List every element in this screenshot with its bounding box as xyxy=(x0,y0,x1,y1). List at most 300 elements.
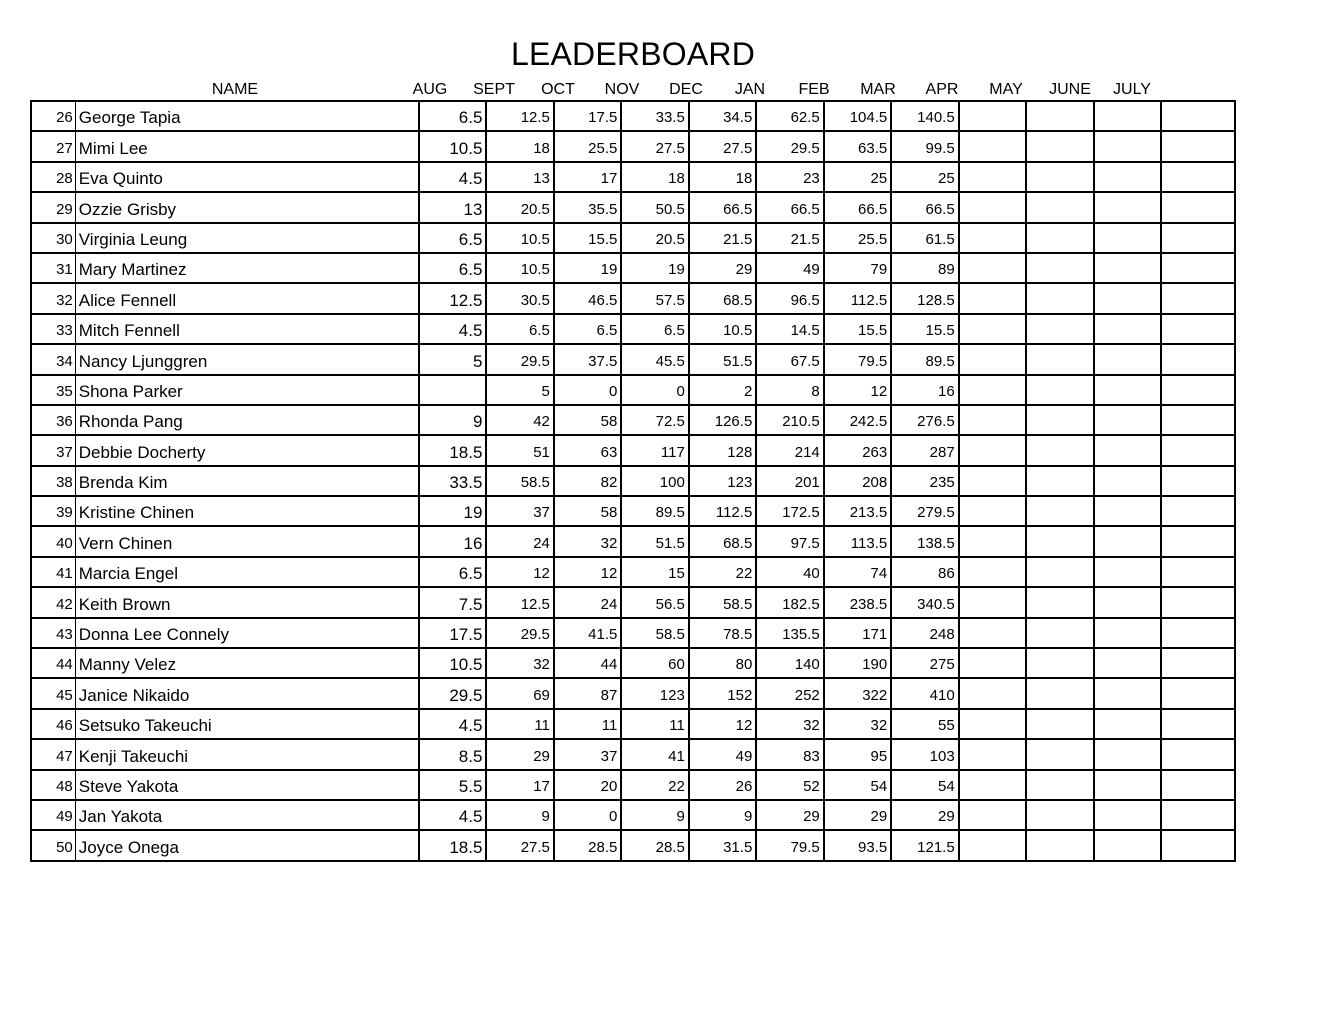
score-cell-apr xyxy=(959,587,1026,617)
name-cell: Ozzie Grisby xyxy=(75,192,419,222)
score-cell-mar: 248 xyxy=(891,618,958,648)
rank-cell: 27 xyxy=(31,131,75,161)
score-cell-may xyxy=(1026,131,1093,161)
score-cell-june xyxy=(1094,375,1161,405)
table-row xyxy=(31,435,1235,465)
name-cell: Eva Quinto xyxy=(75,162,419,192)
score-cell-may xyxy=(1026,800,1093,830)
score-cell-june xyxy=(1094,526,1161,556)
score-cell-aug: 8.5 xyxy=(419,739,486,769)
name-cell: Donna Lee Connely xyxy=(75,618,419,648)
column-header-dec: DEC xyxy=(669,81,703,98)
score-cell-oct: 46.5 xyxy=(554,283,621,313)
score-cell-oct: 25.5 xyxy=(554,131,621,161)
score-cell-june xyxy=(1094,283,1161,313)
score-cell-sept: 12 xyxy=(486,557,553,587)
score-cell-jan: 52 xyxy=(756,770,823,800)
rank-cell: 40 xyxy=(31,526,75,556)
table-row xyxy=(31,678,1235,708)
score-cell-may xyxy=(1026,739,1093,769)
score-cell-nov: 51.5 xyxy=(621,526,688,556)
score-cell-june xyxy=(1094,405,1161,435)
score-cell-sept: 5 xyxy=(486,375,553,405)
name-cell: Virginia Leung xyxy=(75,223,419,253)
table-row xyxy=(31,526,1235,556)
score-cell-mar: 140.5 xyxy=(891,101,958,131)
score-cell-feb: 32 xyxy=(824,709,891,739)
column-header-name: NAME xyxy=(211,81,259,98)
score-cell-dec: 152 xyxy=(689,678,756,708)
score-cell-jan: 66.5 xyxy=(756,192,823,222)
score-cell-mar: 128.5 xyxy=(891,283,958,313)
score-cell-feb: 112.5 xyxy=(824,283,891,313)
name-cell: Debbie Docherty xyxy=(75,435,419,465)
score-cell-sept: 69 xyxy=(486,678,553,708)
score-cell-sept: 27.5 xyxy=(486,830,553,860)
score-cell-oct: 32 xyxy=(554,526,621,556)
score-cell-may xyxy=(1026,101,1093,131)
score-cell-apr xyxy=(959,739,1026,769)
score-cell-may xyxy=(1026,162,1093,192)
score-cell-jan: 8 xyxy=(756,375,823,405)
score-cell-dec: 31.5 xyxy=(689,830,756,860)
score-cell-nov: 56.5 xyxy=(621,587,688,617)
score-cell-sept: 20.5 xyxy=(486,192,553,222)
score-cell-sept: 24 xyxy=(486,526,553,556)
score-cell-nov: 27.5 xyxy=(621,131,688,161)
table-row xyxy=(31,314,1235,344)
score-cell-apr xyxy=(959,557,1026,587)
score-cell-feb: 63.5 xyxy=(824,131,891,161)
score-cell-jan: 83 xyxy=(756,739,823,769)
rank-cell: 43 xyxy=(31,618,75,648)
column-header-june: JUNE xyxy=(1049,81,1091,98)
score-cell-jan: 14.5 xyxy=(756,314,823,344)
score-cell-may xyxy=(1026,344,1093,374)
score-cell-july xyxy=(1161,830,1235,860)
score-cell-apr xyxy=(959,253,1026,283)
score-cell-may xyxy=(1026,375,1093,405)
score-cell-oct: 20 xyxy=(554,770,621,800)
table-row xyxy=(31,101,1235,131)
score-cell-july xyxy=(1161,618,1235,648)
score-cell-sept: 12.5 xyxy=(486,101,553,131)
score-cell-mar: 89 xyxy=(891,253,958,283)
score-cell-oct: 41.5 xyxy=(554,618,621,648)
name-cell: Rhonda Pang xyxy=(75,405,419,435)
table-row xyxy=(31,557,1235,587)
score-cell-apr xyxy=(959,678,1026,708)
rank-cell: 45 xyxy=(31,678,75,708)
score-cell-feb: 213.5 xyxy=(824,496,891,526)
score-cell-aug: 5 xyxy=(419,344,486,374)
score-cell-dec: 49 xyxy=(689,739,756,769)
column-header-row xyxy=(30,80,1236,100)
score-cell-may xyxy=(1026,466,1093,496)
score-cell-dec: 123 xyxy=(689,466,756,496)
score-cell-july xyxy=(1161,739,1235,769)
score-cell-mar: 410 xyxy=(891,678,958,708)
score-cell-oct: 35.5 xyxy=(554,192,621,222)
score-cell-aug: 12.5 xyxy=(419,283,486,313)
name-cell: Alice Fennell xyxy=(75,283,419,313)
score-cell-oct: 44 xyxy=(554,648,621,678)
score-cell-oct: 63 xyxy=(554,435,621,465)
score-cell-july xyxy=(1161,162,1235,192)
score-cell-sept: 10.5 xyxy=(486,223,553,253)
score-cell-oct: 87 xyxy=(554,678,621,708)
score-cell-dec: 68.5 xyxy=(689,283,756,313)
score-cell-may xyxy=(1026,253,1093,283)
column-header-sept: SEPT xyxy=(473,81,515,98)
score-cell-jan: 210.5 xyxy=(756,405,823,435)
score-cell-apr xyxy=(959,405,1026,435)
score-cell-feb: 242.5 xyxy=(824,405,891,435)
score-cell-may xyxy=(1026,709,1093,739)
score-cell-oct: 82 xyxy=(554,466,621,496)
score-cell-july xyxy=(1161,131,1235,161)
score-cell-aug: 19 xyxy=(419,496,486,526)
name-cell: Nancy Ljunggren xyxy=(75,344,419,374)
score-cell-jan: 62.5 xyxy=(756,101,823,131)
score-cell-sept: 32 xyxy=(486,648,553,678)
score-cell-june xyxy=(1094,709,1161,739)
name-cell: Joyce Onega xyxy=(75,830,419,860)
score-cell-feb: 74 xyxy=(824,557,891,587)
score-cell-june xyxy=(1094,192,1161,222)
score-cell-feb: 190 xyxy=(824,648,891,678)
score-cell-july xyxy=(1161,314,1235,344)
score-cell-jan: 172.5 xyxy=(756,496,823,526)
score-cell-feb: 322 xyxy=(824,678,891,708)
score-cell-sept: 13 xyxy=(486,162,553,192)
score-cell-mar: 340.5 xyxy=(891,587,958,617)
score-cell-june xyxy=(1094,101,1161,131)
name-cell: Setsuko Takeuchi xyxy=(75,709,419,739)
score-cell-feb: 104.5 xyxy=(824,101,891,131)
score-cell-mar: 25 xyxy=(891,162,958,192)
score-cell-apr xyxy=(959,709,1026,739)
score-cell-sept: 11 xyxy=(486,709,553,739)
score-cell-aug: 6.5 xyxy=(419,253,486,283)
name-cell: Kristine Chinen xyxy=(75,496,419,526)
score-cell-nov: 0 xyxy=(621,375,688,405)
table-row xyxy=(31,739,1235,769)
score-cell-jan: 49 xyxy=(756,253,823,283)
name-cell: Kenji Takeuchi xyxy=(75,739,419,769)
score-cell-apr xyxy=(959,375,1026,405)
score-cell-feb: 95 xyxy=(824,739,891,769)
rank-cell: 50 xyxy=(31,830,75,860)
page-title: LEADERBOARD xyxy=(510,36,756,72)
score-cell-dec: 21.5 xyxy=(689,223,756,253)
score-cell-dec: 128 xyxy=(689,435,756,465)
name-cell: Jan Yakota xyxy=(75,800,419,830)
score-cell-sept: 58.5 xyxy=(486,466,553,496)
score-cell-may xyxy=(1026,830,1093,860)
column-header-aug: AUG xyxy=(412,81,448,98)
column-header-oct: OCT xyxy=(541,81,575,98)
score-cell-nov: 57.5 xyxy=(621,283,688,313)
rank-cell: 28 xyxy=(31,162,75,192)
score-cell-apr xyxy=(959,283,1026,313)
score-cell-aug: 9 xyxy=(419,405,486,435)
score-cell-mar: 61.5 xyxy=(891,223,958,253)
score-cell-june xyxy=(1094,496,1161,526)
score-cell-may xyxy=(1026,223,1093,253)
table-row xyxy=(31,830,1235,860)
score-cell-nov: 117 xyxy=(621,435,688,465)
score-cell-june xyxy=(1094,131,1161,161)
score-cell-sept: 17 xyxy=(486,770,553,800)
score-cell-nov: 9 xyxy=(621,800,688,830)
score-cell-mar: 121.5 xyxy=(891,830,958,860)
score-cell-jan: 32 xyxy=(756,709,823,739)
rank-cell: 30 xyxy=(31,223,75,253)
score-cell-june xyxy=(1094,678,1161,708)
score-cell-jan: 182.5 xyxy=(756,587,823,617)
score-cell-sept: 29.5 xyxy=(486,618,553,648)
rank-cell: 47 xyxy=(31,739,75,769)
score-cell-feb: 208 xyxy=(824,466,891,496)
score-cell-apr xyxy=(959,770,1026,800)
score-cell-july xyxy=(1161,192,1235,222)
score-cell-jan: 23 xyxy=(756,162,823,192)
score-cell-aug: 6.5 xyxy=(419,101,486,131)
score-cell-july xyxy=(1161,496,1235,526)
score-cell-aug: 18.5 xyxy=(419,435,486,465)
score-cell-july xyxy=(1161,770,1235,800)
score-cell-oct: 28.5 xyxy=(554,830,621,860)
score-cell-dec: 18 xyxy=(689,162,756,192)
table-row xyxy=(31,344,1235,374)
score-cell-nov: 19 xyxy=(621,253,688,283)
score-cell-dec: 26 xyxy=(689,770,756,800)
score-cell-july xyxy=(1161,101,1235,131)
table-row xyxy=(31,709,1235,739)
score-cell-aug: 29.5 xyxy=(419,678,486,708)
score-cell-jan: 40 xyxy=(756,557,823,587)
column-header-nov: NOV xyxy=(604,81,640,98)
score-cell-apr xyxy=(959,800,1026,830)
score-cell-may xyxy=(1026,678,1093,708)
table-row xyxy=(31,131,1235,161)
score-cell-dec: 22 xyxy=(689,557,756,587)
score-cell-oct: 11 xyxy=(554,709,621,739)
score-cell-aug: 7.5 xyxy=(419,587,486,617)
score-cell-june xyxy=(1094,253,1161,283)
score-cell-jan: 252 xyxy=(756,678,823,708)
score-cell-oct: 15.5 xyxy=(554,223,621,253)
table-row xyxy=(31,223,1235,253)
score-cell-jan: 201 xyxy=(756,466,823,496)
score-cell-feb: 12 xyxy=(824,375,891,405)
score-cell-june xyxy=(1094,739,1161,769)
score-cell-june xyxy=(1094,162,1161,192)
name-cell: Janice Nikaido xyxy=(75,678,419,708)
score-cell-sept: 51 xyxy=(486,435,553,465)
score-cell-apr xyxy=(959,526,1026,556)
score-cell-oct: 58 xyxy=(554,496,621,526)
rank-cell: 37 xyxy=(31,435,75,465)
column-header-jan: JAN xyxy=(734,81,766,98)
score-cell-mar: 138.5 xyxy=(891,526,958,556)
score-cell-dec: 27.5 xyxy=(689,131,756,161)
score-cell-dec: 12 xyxy=(689,709,756,739)
score-cell-june xyxy=(1094,830,1161,860)
score-cell-aug: 10.5 xyxy=(419,648,486,678)
rank-cell: 46 xyxy=(31,709,75,739)
score-cell-nov: 72.5 xyxy=(621,405,688,435)
score-cell-june xyxy=(1094,648,1161,678)
score-cell-apr xyxy=(959,192,1026,222)
score-cell-apr xyxy=(959,314,1026,344)
score-cell-aug: 4.5 xyxy=(419,162,486,192)
score-cell-feb: 79.5 xyxy=(824,344,891,374)
table-row xyxy=(31,375,1235,405)
score-cell-dec: 80 xyxy=(689,648,756,678)
name-cell: Marcia Engel xyxy=(75,557,419,587)
score-cell-july xyxy=(1161,526,1235,556)
name-cell: Steve Yakota xyxy=(75,770,419,800)
score-cell-aug: 10.5 xyxy=(419,131,486,161)
score-cell-sept: 42 xyxy=(486,405,553,435)
score-cell-may xyxy=(1026,405,1093,435)
rank-cell: 49 xyxy=(31,800,75,830)
score-cell-jan: 97.5 xyxy=(756,526,823,556)
score-cell-oct: 17.5 xyxy=(554,101,621,131)
score-cell-aug: 6.5 xyxy=(419,557,486,587)
name-cell: Shona Parker xyxy=(75,375,419,405)
score-cell-feb: 25 xyxy=(824,162,891,192)
score-cell-jan: 140 xyxy=(756,648,823,678)
table-row xyxy=(31,496,1235,526)
score-cell-mar: 103 xyxy=(891,739,958,769)
name-cell: Mitch Fennell xyxy=(75,314,419,344)
score-cell-mar: 235 xyxy=(891,466,958,496)
score-cell-june xyxy=(1094,800,1161,830)
column-header-july: JULY xyxy=(1113,81,1151,98)
name-cell: George Tapia xyxy=(75,101,419,131)
rank-cell: 29 xyxy=(31,192,75,222)
score-cell-apr xyxy=(959,162,1026,192)
score-cell-oct: 0 xyxy=(554,800,621,830)
score-cell-dec: 29 xyxy=(689,253,756,283)
score-cell-apr xyxy=(959,435,1026,465)
score-cell-mar: 55 xyxy=(891,709,958,739)
score-cell-july xyxy=(1161,223,1235,253)
score-cell-oct: 37 xyxy=(554,739,621,769)
score-cell-july xyxy=(1161,253,1235,283)
score-cell-may xyxy=(1026,557,1093,587)
table-row xyxy=(31,162,1235,192)
column-header-feb: FEB xyxy=(798,81,830,98)
score-cell-apr xyxy=(959,618,1026,648)
score-cell-may xyxy=(1026,496,1093,526)
score-cell-oct: 0 xyxy=(554,375,621,405)
score-cell-nov: 11 xyxy=(621,709,688,739)
score-cell-sept: 6.5 xyxy=(486,314,553,344)
score-cell-may xyxy=(1026,770,1093,800)
score-cell-july xyxy=(1161,344,1235,374)
score-cell-apr xyxy=(959,101,1026,131)
score-cell-feb: 79 xyxy=(824,253,891,283)
score-cell-apr xyxy=(959,830,1026,860)
score-cell-may xyxy=(1026,618,1093,648)
score-cell-july xyxy=(1161,405,1235,435)
table-row xyxy=(31,587,1235,617)
score-cell-sept: 37 xyxy=(486,496,553,526)
rank-cell: 48 xyxy=(31,770,75,800)
score-cell-aug: 4.5 xyxy=(419,709,486,739)
score-cell-jan: 96.5 xyxy=(756,283,823,313)
score-cell-mar: 86 xyxy=(891,557,958,587)
score-cell-dec: 66.5 xyxy=(689,192,756,222)
score-cell-oct: 19 xyxy=(554,253,621,283)
score-cell-july xyxy=(1161,466,1235,496)
score-cell-feb: 238.5 xyxy=(824,587,891,617)
score-cell-aug: 18.5 xyxy=(419,830,486,860)
leaderboard-body xyxy=(31,101,1235,861)
rank-cell: 33 xyxy=(31,314,75,344)
rank-cell: 34 xyxy=(31,344,75,374)
score-cell-feb: 66.5 xyxy=(824,192,891,222)
score-cell-feb: 93.5 xyxy=(824,830,891,860)
score-cell-nov: 15 xyxy=(621,557,688,587)
score-cell-dec: 9 xyxy=(689,800,756,830)
score-cell-mar: 54 xyxy=(891,770,958,800)
score-cell-nov: 60 xyxy=(621,648,688,678)
leaderboard-table xyxy=(30,100,1236,862)
score-cell-mar: 287 xyxy=(891,435,958,465)
score-cell-sept: 9 xyxy=(486,800,553,830)
score-cell-mar: 15.5 xyxy=(891,314,958,344)
score-cell-nov: 20.5 xyxy=(621,223,688,253)
score-cell-feb: 171 xyxy=(824,618,891,648)
score-cell-nov: 41 xyxy=(621,739,688,769)
score-cell-sept: 18 xyxy=(486,131,553,161)
name-cell: Mary Martinez xyxy=(75,253,419,283)
score-cell-nov: 22 xyxy=(621,770,688,800)
score-cell-jan: 29.5 xyxy=(756,131,823,161)
score-cell-mar: 16 xyxy=(891,375,958,405)
score-cell-july xyxy=(1161,435,1235,465)
score-cell-feb: 113.5 xyxy=(824,526,891,556)
score-cell-june xyxy=(1094,314,1161,344)
score-cell-apr xyxy=(959,466,1026,496)
table-row xyxy=(31,618,1235,648)
score-cell-june xyxy=(1094,435,1161,465)
name-cell: Keith Brown xyxy=(75,587,419,617)
score-cell-mar: 99.5 xyxy=(891,131,958,161)
score-cell-may xyxy=(1026,526,1093,556)
score-cell-june xyxy=(1094,466,1161,496)
column-header-may: MAY xyxy=(989,81,1023,98)
score-cell-nov: 123 xyxy=(621,678,688,708)
score-cell-june xyxy=(1094,770,1161,800)
score-cell-june xyxy=(1094,223,1161,253)
score-cell-nov: 50.5 xyxy=(621,192,688,222)
score-cell-oct: 58 xyxy=(554,405,621,435)
score-cell-sept: 29.5 xyxy=(486,344,553,374)
score-cell-mar: 279.5 xyxy=(891,496,958,526)
score-cell-aug: 17.5 xyxy=(419,618,486,648)
score-cell-mar: 275 xyxy=(891,648,958,678)
score-cell-jan: 67.5 xyxy=(756,344,823,374)
name-cell: Vern Chinen xyxy=(75,526,419,556)
score-cell-june xyxy=(1094,618,1161,648)
score-cell-dec: 58.5 xyxy=(689,587,756,617)
